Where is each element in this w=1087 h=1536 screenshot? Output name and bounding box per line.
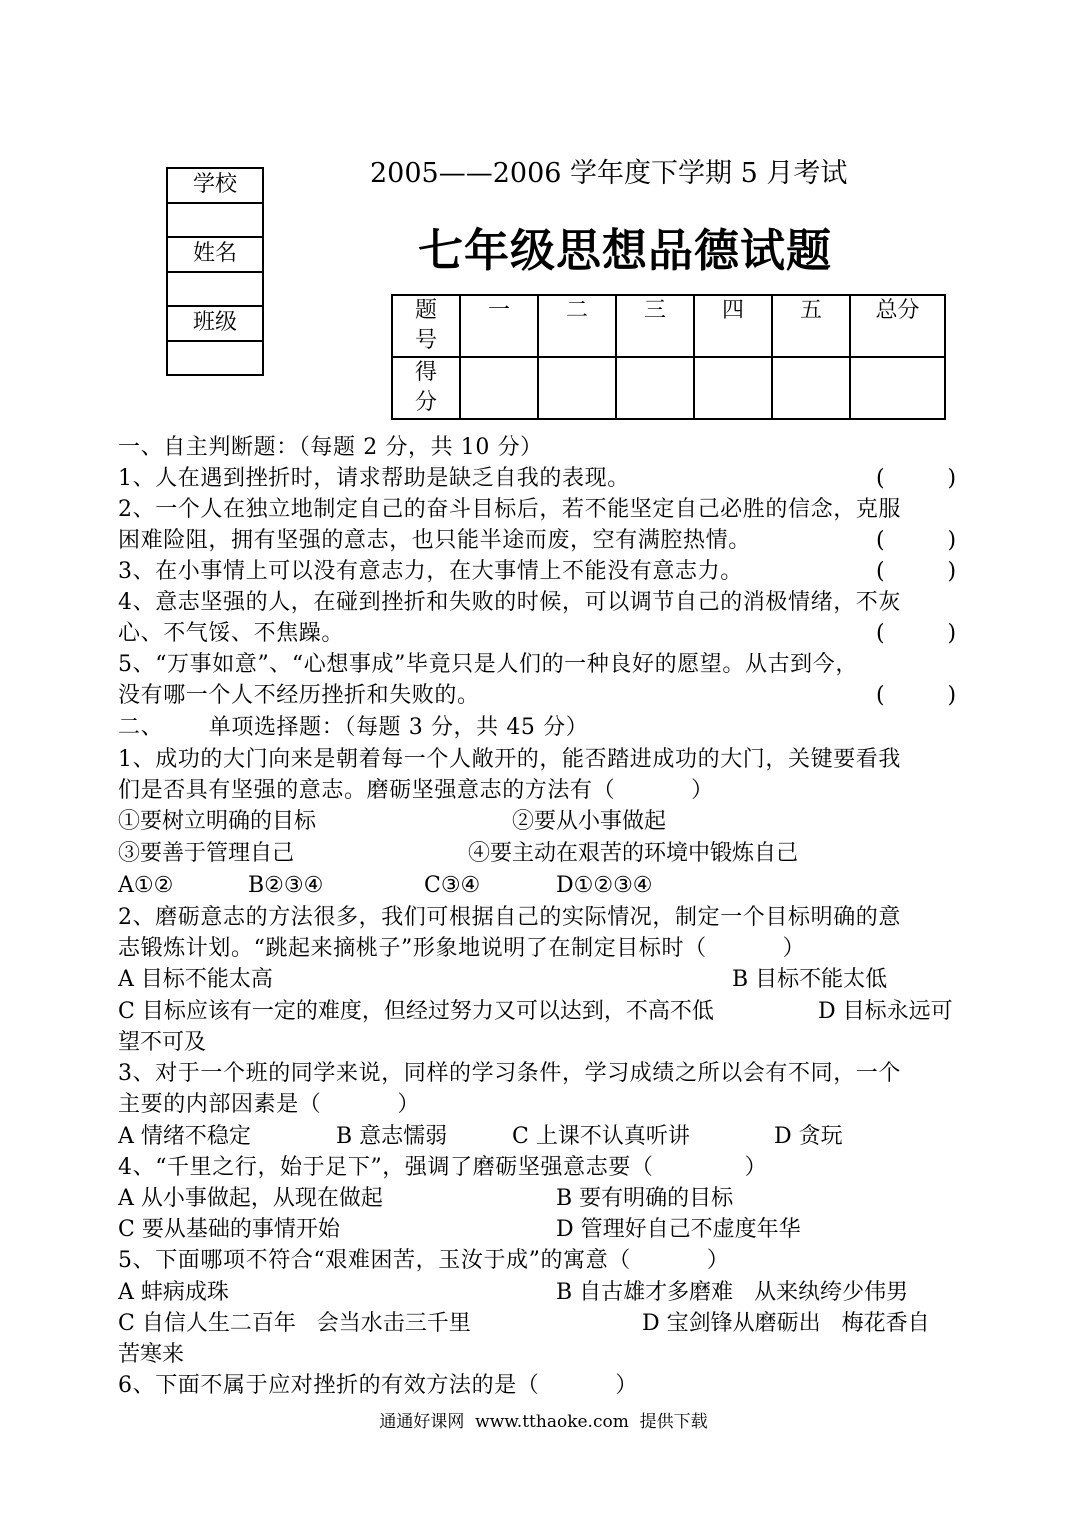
score-label: 得 分 <box>392 357 460 419</box>
s2-q2-line2: 志锻炼计划。“跳起来摘桃子”形象地说明了在制定目标时（ ） <box>118 936 806 961</box>
class-label: 班级 <box>168 307 262 342</box>
s2-q3-option-b[interactable]: B 意志懦弱 <box>336 1124 448 1149</box>
s2-q1-statement-4: ④要主动在艰苦的环境中锻炼自己 <box>468 841 799 866</box>
s2-q4-option-d[interactable]: D 管理好自己不虚度年华 <box>556 1217 801 1242</box>
s2-q5-option-b[interactable]: B 自古雄才多磨难 从来纨绔少伟男 <box>556 1280 909 1305</box>
s2-q4-option-a[interactable]: A 从小事做起，从现在做起 <box>118 1186 383 1211</box>
score-col-3: 三 <box>616 295 694 357</box>
s2-q5-option-c[interactable]: C 自信人生二百年 会当水击三千里 <box>118 1311 471 1336</box>
score-cell-3[interactable] <box>616 357 694 419</box>
score-col-1: 一 <box>460 295 538 357</box>
s1-q4-answer[interactable]: ( ) <box>876 621 957 646</box>
score-col-2: 二 <box>538 295 616 357</box>
page-footer: 通通好课网 www.tthaoke.com 提供下载 <box>379 1412 708 1432</box>
s1-q3-answer[interactable]: ( ) <box>876 559 957 584</box>
s1-q1: 1、人在遇到挫折时，请求帮助是缺乏自我的表现。 <box>118 466 630 491</box>
s2-q5-option-d[interactable]: D 宝剑锋从磨砺出 梅花香自 <box>642 1311 930 1336</box>
s1-q4-line2: 心、不气馁、不焦躁。 <box>118 621 345 646</box>
score-cell-2[interactable] <box>538 357 616 419</box>
s2-q5-option-a[interactable]: A 蚌病成珠 <box>118 1280 229 1305</box>
s1-q4-line1: 4、意志坚强的人，在碰到挫折和失败的时候，可以调节自己的消极情绪，不灰 <box>118 590 901 615</box>
s1-q5-answer[interactable]: ( ) <box>876 683 957 708</box>
score-cell-5[interactable] <box>772 357 850 419</box>
s1-q5-line2: 没有哪一个人不经历挫折和失败的。 <box>118 683 480 708</box>
s2-q3-line2: 主要的内部因素是（ ） <box>118 1092 420 1117</box>
s2-q2-option-b[interactable]: B 目标不能太低 <box>732 967 888 992</box>
score-col-5: 五 <box>772 295 850 357</box>
score-cell-4[interactable] <box>694 357 772 419</box>
score-cell-1[interactable] <box>460 357 538 419</box>
exam-subtitle: 2005——2006 学年度下学期 5 月考试 <box>370 158 848 189</box>
score-col-total: 总分 <box>850 295 945 357</box>
score-col-4: 四 <box>694 295 772 357</box>
s1-q2-answer[interactable]: ( ) <box>876 528 957 553</box>
name-label: 姓名 <box>168 238 262 273</box>
s2-q2-option-c[interactable]: C 目标应该有一定的难度，但经过努力又可以达到，不高不低 <box>118 999 714 1024</box>
s2-q1-statement-2: ②要从小事做起 <box>512 809 667 834</box>
s2-q1-option-a[interactable]: A①② <box>118 873 174 898</box>
score-table <box>391 294 946 420</box>
s2-q1-statement-1: ①要树立明确的目标 <box>118 809 317 834</box>
s2-q4-line1: 4、“千里之行，始于足下”，强调了磨砺坚强意志要（ ） <box>118 1155 768 1180</box>
s1-q2-line1: 2、一个人在独立地制定自己的奋斗目标后，若不能坚定自己必胜的信念，克服 <box>118 497 901 522</box>
school-label: 学校 <box>168 169 262 204</box>
s2-q5-line1: 5、下面哪项不符合“艰难困苦，玉汝于成”的寓意（ ） <box>118 1248 730 1273</box>
s2-q4-option-c[interactable]: C 要从基础的事情开始 <box>118 1217 340 1242</box>
s1-q1-answer[interactable]: ( ) <box>876 466 957 491</box>
student-info-box <box>166 167 264 376</box>
s2-q2-option-d-cont: 望不可及 <box>118 1030 207 1055</box>
s1-q5-line1: 5、“万事如意”、“心想事成”毕竟只是人们的一种良好的愿望。从古到今， <box>118 652 858 677</box>
s2-q1-option-b[interactable]: B②③④ <box>248 873 324 898</box>
s2-q1-option-d[interactable]: D①②③④ <box>556 873 653 898</box>
s2-q1-line1: 1、成功的大门向来是朝着每一个人敞开的，能否踏进成功的大门，关键要看我 <box>118 747 901 772</box>
s1-q3: 3、在小事情上可以没有意志力，在大事情上不能没有意志力。 <box>118 559 743 584</box>
score-cell-total[interactable] <box>850 357 945 419</box>
s2-q2-option-a[interactable]: A 目标不能太高 <box>118 967 273 992</box>
section1-heading: 一、自主判断题：（每题 2 分，共 10 分） <box>118 435 543 460</box>
s2-q3-line1: 3、对于一个班的同学来说，同样的学习条件，学习成绩之所以会有不同，一个 <box>118 1061 901 1086</box>
s2-q1-line2: 们是否具有坚强的意志。磨砺坚强意志的方法有（ ） <box>118 778 714 803</box>
exam-title: 七年级思想品德试题 <box>418 224 833 277</box>
class-field[interactable] <box>168 342 262 377</box>
s2-q2-option-d[interactable]: D 目标永远可 <box>818 999 953 1024</box>
name-field[interactable] <box>168 273 262 308</box>
s2-q2-line1: 2、磨砺意志的方法很多，我们可根据自己的实际情况，制定一个目标明确的意 <box>118 905 901 930</box>
school-field[interactable] <box>168 204 262 239</box>
s2-q3-option-c[interactable]: C 上课不认真听讲 <box>512 1124 690 1149</box>
s2-q5-option-d-cont: 苦寒来 <box>118 1342 185 1367</box>
s2-q1-statement-3: ③要善于管理自己 <box>118 841 295 866</box>
question-number-label: 题 号 <box>392 295 460 357</box>
s2-q4-option-b[interactable]: B 要有明确的目标 <box>556 1186 734 1211</box>
s2-q3-option-d[interactable]: D 贪玩 <box>774 1124 843 1149</box>
s1-q2-line2: 困难险阻，拥有坚强的意志，也只能半途而废，空有满腔热情。 <box>118 528 751 553</box>
s2-q3-option-a[interactable]: A 情绪不稳定 <box>118 1124 251 1149</box>
s2-q6-line1: 6、下面不属于应对挫折的有效方法的是（ ） <box>118 1373 638 1398</box>
s2-q1-option-c[interactable]: C③④ <box>424 873 481 898</box>
section2-heading: 二、 单项选择题：（每题 3 分，共 45 分） <box>118 715 589 740</box>
